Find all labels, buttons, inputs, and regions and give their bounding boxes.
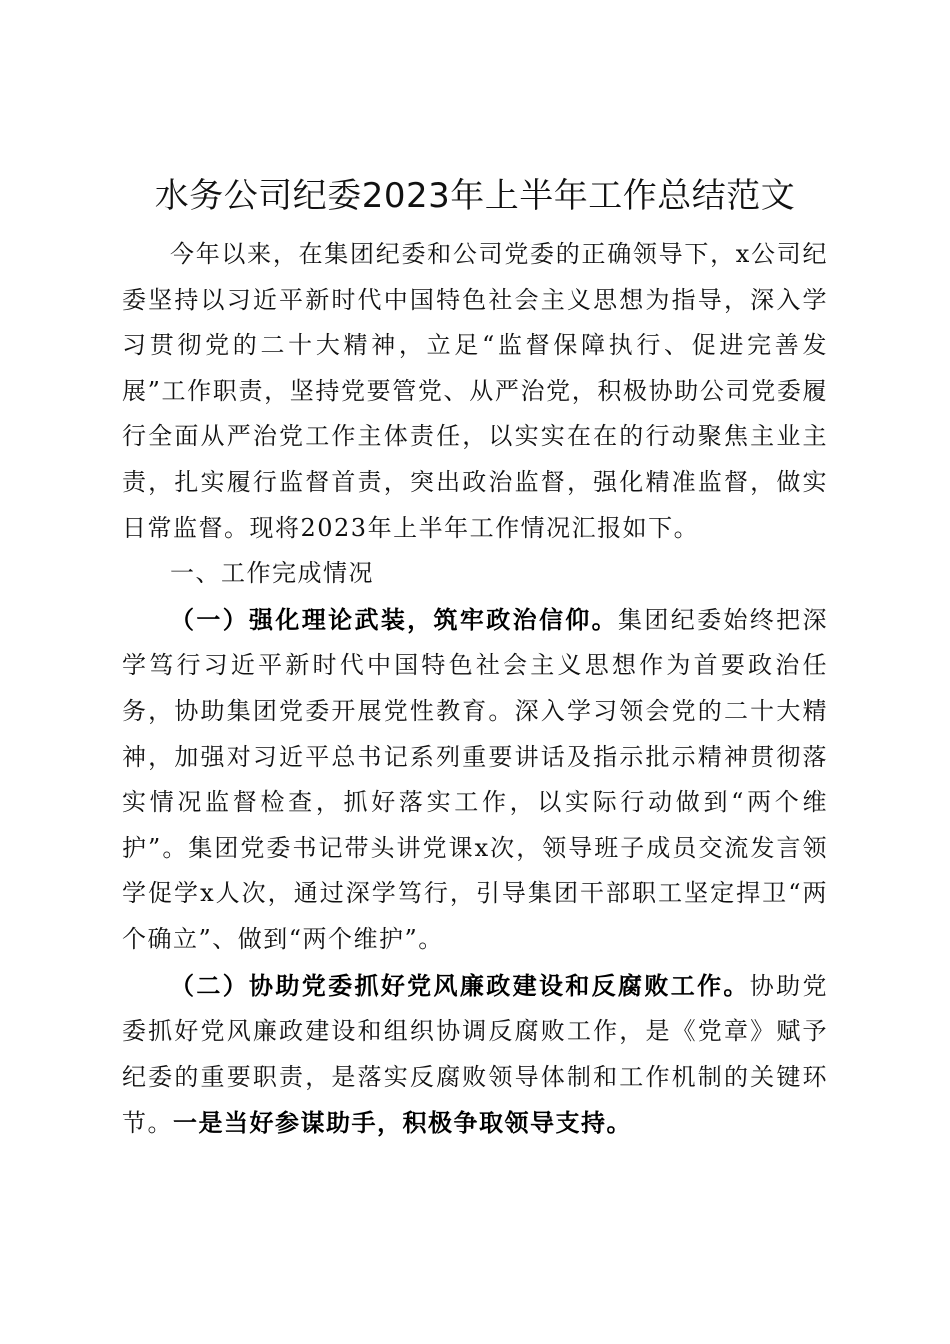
document-title: 水务公司纪委2023年上半年工作总结范文	[154, 176, 796, 216]
document-body	[122, 232, 828, 1147]
section-heading: 一、工作完成情况	[170, 559, 374, 588]
intro-paragraph: 今年以来，在集团纪委和公司党委的正确领导下，x公司纪委坚持以习近平新时代中国特色社会主义思想为指导，深入学习贯彻党的二十大精神，立足“监督保障执行、促进完善发展”工作职责，坚持党要管党、从严治党，积极协助公司党委履行全面从严治党工作主体责任，以实实在在的行动聚焦主业主责，扎实履行监督首责，突出政治监督，强化精准监督，做实日常监督。现将2023年上半年工作情况汇报如下。	[122, 240, 828, 542]
item-1-body: 集团纪委始终把深学笃行习近平新时代中国特色社会主义思想作为首要政治任务，协助集团党委开展党性教育。深入学习领会党的二十大精神，加强对习近平总书记系列重要讲话及指示批示精神贯彻落实情况监督检查，抓好落实工作，以实际行动做到“两个维护”。集团党委书记带头讲党课x次，领导班子成员交流发言领学促学x人次，通过深学笃行，引导集团干部职工坚定捍卫“两个确立”、做到“两个维护”。	[122, 605, 829, 953]
item-1-paragraph	[122, 597, 828, 963]
item-2-body: 协助党委抓好党风廉政建设和组织协调反腐败工作，是《党章》赋予纪委的重要职责，是落实反腐败领导体制和工作机制的关键环节。	[122, 971, 829, 1138]
item-2-lead: （二）协助党委抓好党风廉政建设和反腐败工作。	[170, 970, 750, 1000]
item-1-lead: （一）强化理论武装，筑牢政治信仰。	[170, 604, 619, 634]
item-2-sub-lead: 一是当好参谋助手，积极争取领导支持。	[173, 1108, 632, 1138]
item-2-paragraph	[122, 963, 828, 1147]
